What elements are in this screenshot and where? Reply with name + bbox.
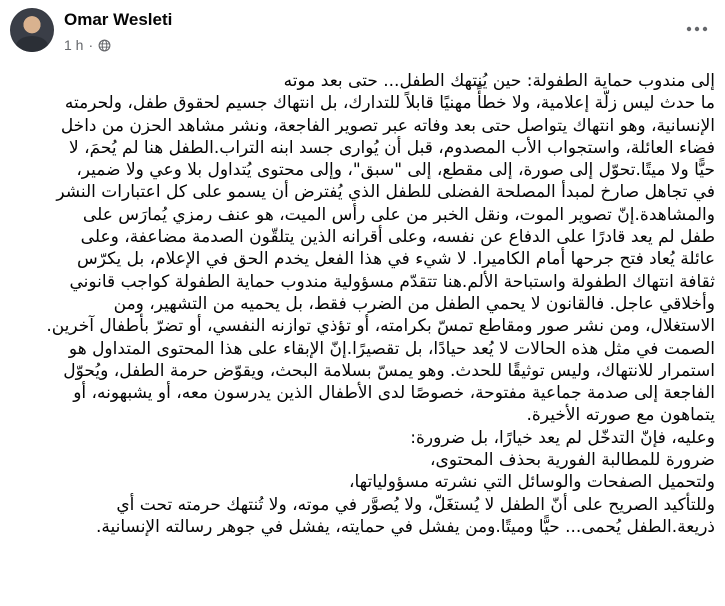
post-meta	[64, 37, 111, 53]
post-text-line: فضاء العائلة، واستجواب الأب المصدوم، قبل أن يُوارى جسد ابنه التراب.الطفل هنا لم يُحمَ، لا	[69, 137, 715, 158]
post-time[interactable]: 1 h	[64, 37, 84, 53]
post-text-line: ما حدث ليس زلّة إعلامية، ولا خطأً مهنيًا قابلاً للتدارك، بل انتهاك جسيم لحقوق طفل، ولحرمته	[64, 93, 715, 114]
post-text-line: حيًّا ولا ميتًا.تحوّل إلى صورة، إلى مقطع، إلى "سبق"، وإلى محتوى يُتداول بلا وعي ولا ضمير،	[76, 160, 715, 181]
post-text-line: وأخلاقي عاجل. فالقانون لا يحمي الطفل من الضرب فقط، بل يحميه من التشهير، ومن	[113, 293, 715, 314]
post-text	[8, 70, 715, 538]
author-name[interactable]: Omar Wesleti	[64, 10, 173, 29]
author-avatar[interactable]	[10, 8, 54, 52]
post-text-line: طفل لم يعد قادرًا على الدفاع عن نفسه، وعلى أقرانه الذين يتلقّون الصدمة مضاعفة، وعلى	[80, 227, 715, 248]
more-options-button[interactable]	[683, 20, 711, 38]
post-text-line: في تجاهل صارخ لمبدأ المصلحة الفضلى للطفل الذي يُفترض أن يسمو على كل اعتبارات النشر	[56, 182, 715, 203]
post-text-line: وللتأكيد الصريح على أنّ الطفل لا يُستغَلّ، ولا يُصوَّر في موته، ولا تُنتهك حرمته تحت أي	[116, 494, 715, 515]
post-text-line: الصمت في مثل هذه الحالات لا يُعد حيادًا، بل تقصيرًا.إنّ الإبقاء على هذا المحتوى المتداول هو	[68, 338, 715, 359]
post-text-line: الإنسانية، وهو انتهاك يتواصل حتى بعد وفاته عبر تصوير الفاجعة، ونشر مشاهد الحزن من داخل	[60, 115, 715, 136]
post-header	[0, 0, 725, 70]
post-text-line: والمشاهدة.إنّ تصوير الموت، ونقل الخبر من على رأس الميت، هو عنف رمزي يُمارَس على	[82, 204, 715, 225]
globe-icon[interactable]	[98, 39, 111, 52]
post-text-line: ولتحميل الصفحات والوسائل التي نشرته مسؤولياتها،	[349, 472, 715, 493]
post-text-line: ضرورة للمطالبة الفورية بحذف المحتوى،	[430, 450, 715, 471]
post-text-line: ثقافة انتهاك الطفولة واستباحة الألم.هنا تتقدّم مسؤولية مندوب حماية الطفولة كواجب قانوني	[69, 271, 715, 292]
post-text-line: عائلة يُعاد فتح جرحها أمام الكاميرا. لا شيء في هذا الفعل يخدم الحق في الإعلام، بل يكرّس	[77, 249, 715, 270]
post-text-line: وعليه، فإنّ التدخّل لم يعد خيارًا، بل ضرورة:	[410, 427, 715, 448]
meta-separator: ·	[88, 37, 94, 53]
post-text-line: الاستغلال، ومن نشر صور ومقاطع تمسّ بكرامته، أو تؤذي توازنه النفسي، أو تضرّ بأطفال آخرين.	[46, 316, 715, 337]
post-text-line: استمرار للانتهاك، وليس توثيقًا للحدث. وهو يمسّ بسلامة البحث، ويقوّض حرمة الطفل، ويُحوّل	[63, 360, 715, 381]
more-horizontal-icon	[686, 26, 708, 32]
post-text-line: الفاجعة إلى صدمة جماعية مفتوحة، خصوصًا لدى الأطفال الذين يدرسون معه، أو يشبهونه، أو	[73, 383, 715, 404]
post-text-line: إلى مندوب حماية الطفولة: حين يُنتهك الطفل... حتى بعد موته	[283, 71, 715, 91]
post-text-line: يتماهون مع صورته الأخيرة.	[526, 405, 715, 426]
post-text-line: ذريعة.الطفل يُحمى... حيًّا وميتًا.ومن يفشل في حمايته، يفشل في جوهر رسالته الإنسانية.	[95, 516, 715, 537]
